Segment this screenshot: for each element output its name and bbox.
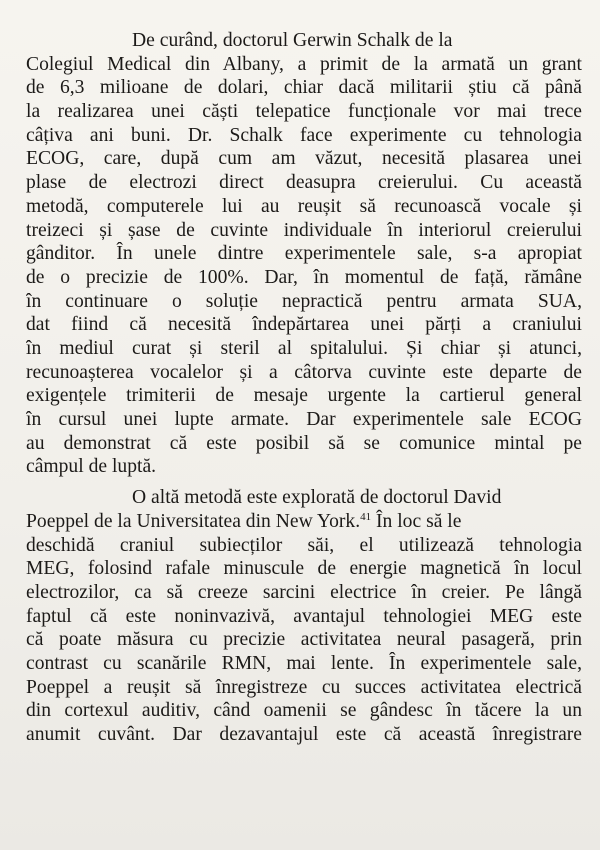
text-segment: În loc să le bbox=[371, 510, 462, 532]
text-line: că poate măsura cu precizie activitatea neural pasageră, prin bbox=[26, 629, 582, 651]
text-line: de o precizie de 100%. Dar, în momentul de față, rămâne bbox=[26, 266, 582, 288]
text-line: faptul că este noninvazivă, avantajul tehnologiei MEG este bbox=[26, 605, 582, 627]
text-line: MEG, folosind rafale minuscule de energie magnetică în locul bbox=[26, 558, 582, 580]
text-line: Colegiul Medical din Albany, a primit de la armată un grant bbox=[26, 53, 582, 75]
text-line: anumit cuvânt. Dar dezavantajul este că această înregistrare bbox=[26, 724, 582, 745]
text-line: în continuare o soluție nepractică pentru armata SUA, bbox=[26, 290, 582, 312]
text-line: O altă metodă este explorată de doctorul David bbox=[132, 487, 502, 509]
text-line: câțiva ani buni. Dr. Schalk face experimente cu tehnologia bbox=[26, 124, 582, 146]
text-line: deschidă craniul subiecților săi, el utilizează tehnologia bbox=[26, 534, 582, 556]
text-line: dat fiind că necesită îndepărtarea unei părți a craniului bbox=[26, 314, 582, 336]
text-line: ECOG, care, după cum am văzut, necesită plasarea unei bbox=[26, 148, 582, 170]
text-line: la realizarea unei căști telepatice funcționale vor mai trece bbox=[26, 101, 582, 123]
paragraph-1 bbox=[26, 29, 582, 479]
text-line: din cortexul auditiv, când oamenii se gândesc în tăcere la un bbox=[26, 700, 582, 722]
text-line: metodă, computerele lui au reușit să recunoască vocale și bbox=[26, 195, 582, 217]
text-line: au demonstrat că este posibil să se comunice mintal pe bbox=[26, 432, 582, 454]
text-line: De curând, doctorul Gerwin Schalk de la bbox=[132, 30, 453, 51]
text-line: plase de electrozi direct deasupra creierului. Cu această bbox=[26, 172, 582, 194]
text-line: Poeppel a reușit să înregistreze cu succes activitatea electrică bbox=[26, 676, 582, 698]
text-line: în cursul unei lupte armate. Dar experimentele sale ECOG bbox=[26, 409, 582, 431]
text-line bbox=[26, 510, 582, 534]
text-line: electrozilor, ca să creeze sarcini electrice în creier. Pe lângă bbox=[26, 581, 582, 603]
page-body-text bbox=[26, 29, 582, 747]
text-line: recunoașterea vocalelor și a câtorva cuvinte este departe de bbox=[26, 361, 582, 383]
text-line: gânditor. În unele dintre experimentele sale, s-a apropiat bbox=[26, 243, 582, 265]
text-line: câmpul de luptă. bbox=[26, 456, 157, 478]
text-line: treizeci și șase de cuvinte individuale în interiorul creierului bbox=[26, 219, 582, 241]
text-line: contrast cu scanările RMN, mai lente. În experimentele sale, bbox=[26, 652, 582, 674]
text-line: în mediul curat și steril al spitalului. Și chiar și atunci, bbox=[26, 337, 582, 359]
footnote-marker: 41 bbox=[360, 510, 372, 523]
paragraph-2 bbox=[26, 486, 582, 747]
text-segment: Poeppel de la Universitatea din New York. bbox=[26, 510, 361, 532]
text-line: de 6,3 milioane de dolari, chiar dacă militarii știu că până bbox=[26, 77, 582, 99]
paragraph-gap bbox=[26, 479, 582, 486]
text-line: exigențele trimiterii de mesaje urgente la cartierul general bbox=[26, 385, 582, 407]
